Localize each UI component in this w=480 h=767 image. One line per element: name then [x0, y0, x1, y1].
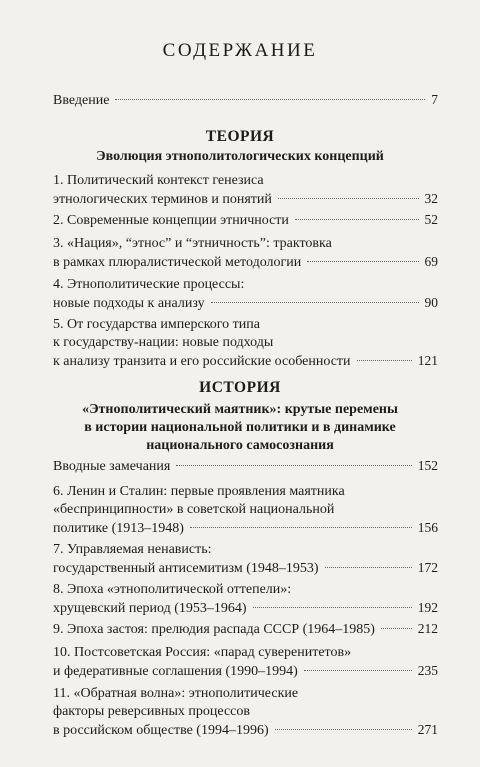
toc-entry-line: факторы реверсивных процессов [53, 704, 250, 719]
toc-entry-page: 192 [417, 600, 438, 615]
toc-entry-8[interactable] [53, 581, 438, 618]
toc-entry-title: 9. Эпоха застоя: прелюдия распада СССР (1964–1985) [53, 622, 375, 637]
part-subtitle-history-3: национального самосознания [146, 438, 334, 453]
leader-dots [381, 628, 412, 629]
toc-entry-6[interactable] [53, 483, 438, 538]
part-subtitle-history-1: «Этнополитический маятник»: крутые перемены [82, 402, 398, 417]
leader-dots [176, 465, 411, 466]
toc-entry-line: «беспринципности» в советской национальной [53, 502, 335, 517]
toc-entry-title: Введение [53, 93, 110, 108]
toc-entry-page: 90 [424, 295, 438, 310]
leader-dots [325, 567, 412, 568]
leader-dots [304, 670, 412, 671]
leader-dots [295, 219, 419, 220]
leader-dots [357, 360, 412, 361]
leader-dots [253, 607, 412, 608]
toc-entry-title: государственный антисемитизм (1948–1953) [53, 561, 319, 576]
toc-entry-9[interactable] [53, 620, 438, 639]
toc-entry-line: 8. Эпоха «этнополитической оттепели»: [53, 582, 292, 597]
toc-entry-3[interactable] [53, 235, 438, 272]
leader-dots [115, 99, 425, 100]
toc-entry-line: 4. Этнополитические процессы: [53, 277, 245, 292]
toc-entry-page: 235 [417, 663, 438, 678]
toc-entry-intro[interactable] [53, 91, 438, 110]
toc-entry-line: 6. Ленин и Сталин: первые проявления маятника [53, 484, 345, 499]
toc-entry-line: 11. «Обратная волна»: этнополитические [53, 686, 299, 701]
toc-entry-intro-notes[interactable] [53, 457, 438, 476]
toc-entry-line: к государству-нации: новые подходы [53, 335, 274, 350]
toc-entry-title: Вводные замечания [53, 459, 171, 474]
toc-entry-title: к анализу транзита и его российские особенности [53, 354, 351, 369]
part-title-theory: ТЕОРИЯ [205, 128, 275, 145]
leader-dots [190, 527, 412, 528]
toc-entry-title: и федеративные соглашения (1990–1994) [53, 664, 298, 679]
toc-entry-page: 52 [424, 212, 438, 227]
toc-entry-title: в российском обществе (1994–1996) [53, 723, 269, 738]
leader-dots [275, 729, 412, 730]
toc-entry-page: 7 [431, 92, 438, 107]
toc-title: СОДЕРЖАНИЕ [162, 40, 318, 61]
toc-entry-title: новые подходы к анализу [53, 296, 205, 311]
toc-entry-line: 7. Управляемая ненависть: [53, 542, 212, 557]
toc-entry-10[interactable] [53, 644, 438, 681]
toc-entry-page: 32 [424, 191, 438, 206]
toc-entry-7[interactable] [53, 541, 438, 578]
leader-dots [211, 302, 419, 303]
leader-dots [278, 198, 419, 199]
toc-entry-4[interactable] [53, 276, 438, 313]
toc-entry-1[interactable] [53, 172, 438, 209]
toc-entry-title: хрущевский период (1953–1964) [53, 601, 247, 616]
toc-entry-page: 271 [417, 722, 438, 737]
toc-entry-page: 172 [417, 560, 438, 575]
toc-entry-page: 152 [417, 458, 438, 473]
toc-entry-11[interactable] [53, 685, 438, 740]
toc-entry-line: 3. «Нация», “этнос” и “этничность”: трактовка [53, 236, 332, 251]
toc-entry-page: 212 [417, 621, 438, 636]
part-title-history: ИСТОРИЯ [199, 379, 281, 396]
toc-entry-title: политике (1913–1948) [53, 521, 184, 536]
toc-entry-2[interactable] [53, 211, 438, 230]
toc-entry-line: 10. Постсоветская Россия: «парад суверенитетов» [53, 645, 352, 660]
toc-entry-page: 69 [424, 254, 438, 269]
toc-entry-title: этнологических терминов и понятий [53, 192, 272, 207]
toc-entry-title: в рамках плюралистической методологии [53, 255, 302, 270]
part-subtitle-theory: Эволюция этнополитологических концепций [96, 149, 384, 164]
leader-dots [307, 261, 418, 262]
toc-entry-line: 1. Политический контекст генезиса [53, 173, 264, 188]
toc-entry-page: 156 [417, 520, 438, 535]
toc-entry-5[interactable] [53, 316, 438, 371]
toc-entry-title: 2. Современные концепции этничности [53, 213, 289, 228]
toc-entry-page: 121 [417, 353, 438, 368]
toc-entry-line: 5. От государства имперского типа [53, 317, 260, 332]
part-subtitle-history-2: в истории национальной политики и в динамике [84, 420, 396, 435]
